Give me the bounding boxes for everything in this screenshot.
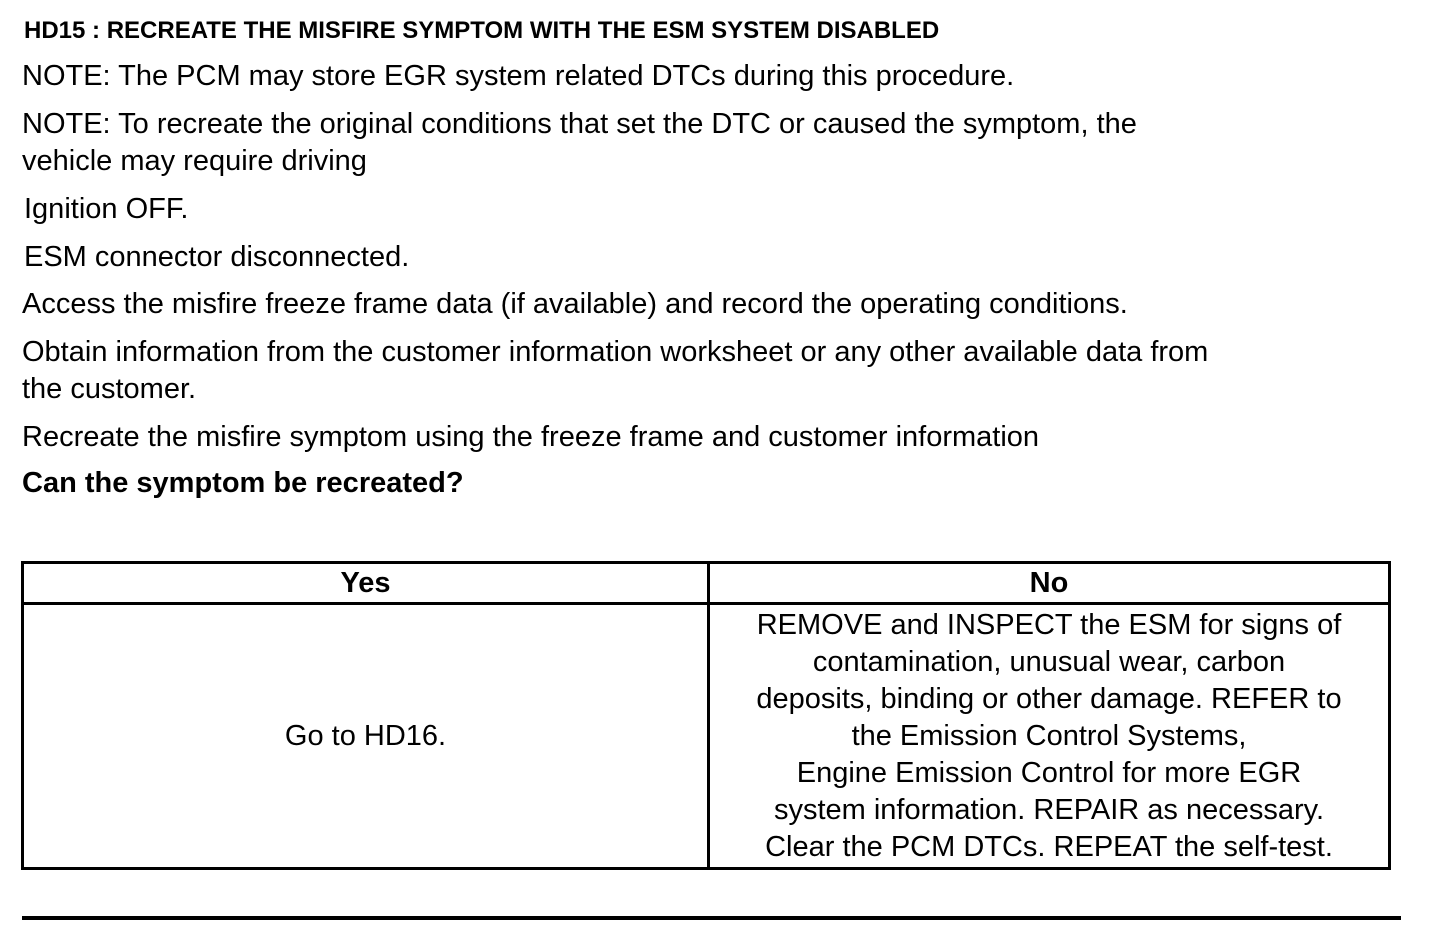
yes-action: Go to HD16. — [23, 604, 709, 869]
no-action-line: REMOVE and INSPECT the ESM for signs of — [756, 608, 1342, 641]
table-row — [23, 604, 1390, 869]
no-action-line: contamination, unusual wear, carbon — [812, 645, 1286, 678]
header-yes: Yes — [23, 563, 709, 604]
no-action — [709, 604, 1390, 869]
no-action-line: the Emission Control Systems, — [851, 719, 1247, 752]
no-action-line: system information. REPAIR as necessary. — [773, 793, 1325, 826]
step-recreate-symptom: Recreate the misfire symptom using the freeze frame and customer information — [22, 421, 1040, 453]
no-action-line: Engine Emission Control for more EGR — [796, 756, 1302, 789]
test-question: Can the symptom be recreated? — [22, 467, 464, 499]
note-recreate-conditions: NOTE: To recreate the original conditions that set the DTC or caused the symptom, the — [22, 108, 1137, 140]
no-action-line: Clear the PCM DTCs. REPEAT the self-test. — [765, 830, 1333, 863]
step-access-freeze-frame: Access the misfire freeze frame data (if available) and record the operating conditions. — [22, 288, 1128, 320]
header-no: No — [709, 563, 1390, 604]
condition-ignition-off: Ignition OFF. — [24, 193, 189, 225]
section-divider — [22, 916, 1401, 920]
step-obtain-customer-info: Obtain information from the customer information worksheet or any other available data from — [22, 336, 1209, 368]
procedure-heading: HD15 : RECREATE THE MISFIRE SYMPTOM WITH THE ESM SYSTEM DISABLED — [24, 17, 940, 44]
step-obtain-customer-info-continued: the customer. — [22, 373, 197, 405]
table-header-row — [23, 563, 1390, 604]
condition-esm-disconnected: ESM connector disconnected. — [24, 241, 410, 273]
no-action-line: deposits, binding or other damage. REFER to — [756, 682, 1342, 715]
result-table — [21, 561, 1391, 870]
note-egr-dtcs: NOTE: The PCM may store EGR system related DTCs during this procedure. — [22, 60, 1015, 92]
note-recreate-conditions-continued: vehicle may require driving — [22, 145, 367, 177]
